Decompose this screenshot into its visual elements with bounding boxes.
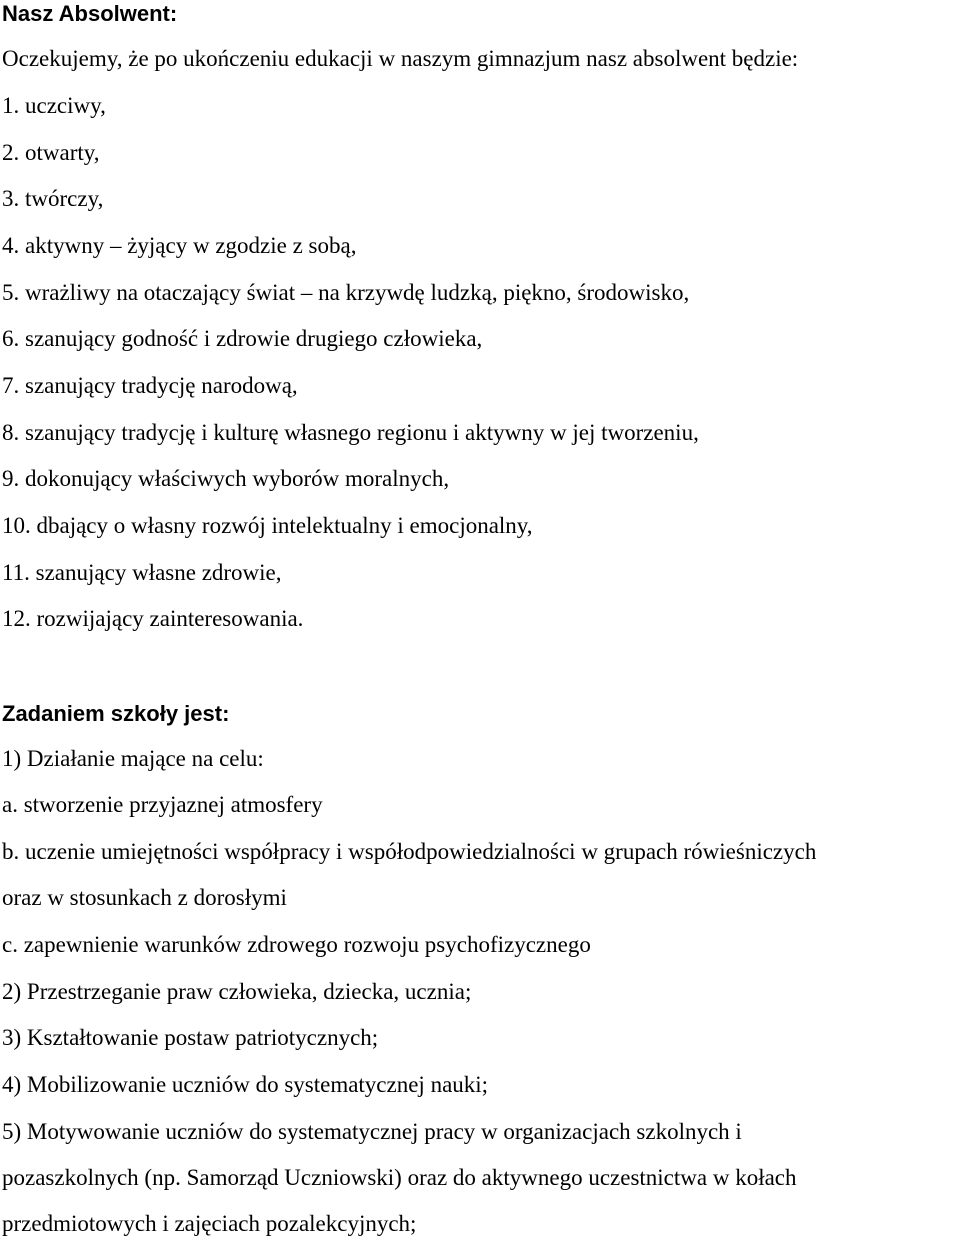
list-item: 11. szanujący własne zdrowie, xyxy=(2,560,282,585)
list-item: pozaszkolnych (np. Samorząd Uczniowski) oraz do aktywnego uczestnictwa w kołach xyxy=(2,1165,797,1190)
list-item: 5) Motywowanie uczniów do systematycznej pracy w organizacjach szkolnych i xyxy=(2,1119,742,1144)
list-item: 6. szanujący godność i zdrowie drugiego człowieka, xyxy=(2,326,483,351)
list-item: 3) Kształtowanie postaw patriotycznych; xyxy=(2,1025,379,1050)
list-item: 10. dbający o własny rozwój intelektualny i emocjonalny, xyxy=(2,513,533,538)
list-item: 3. twórczy, xyxy=(2,186,104,211)
list-item: 4. aktywny – żyjący w zgodzie z sobą, xyxy=(2,233,357,258)
list-item: 5. wrażliwy na otaczający świat – na krzywdę ludzką, piękno, środowisko, xyxy=(2,280,690,305)
list-item: 9. dokonujący właściwych wyborów moralnych, xyxy=(2,466,450,491)
heading-zadaniem-szkoly: Zadaniem szkoły jest: xyxy=(2,701,230,726)
intro-text: Oczekujemy, że po ukończeniu edukacji w naszym gimnazjum nasz absolwent będzie: xyxy=(2,46,799,71)
list-item: 4) Mobilizowanie uczniów do systematycznej nauki; xyxy=(2,1072,489,1097)
list-item: 2. otwarty, xyxy=(2,140,100,165)
list-item: 1) Działanie mające na celu: xyxy=(2,746,264,771)
heading-nasz-absolwent: Nasz Absolwent: xyxy=(2,1,178,26)
list-item: 7. szanujący tradycję narodową, xyxy=(2,373,298,398)
list-item: 2) Przestrzeganie praw człowieka, dziecka, ucznia; xyxy=(2,979,472,1004)
list-item: przedmiotowych i zajęciach pozalekcyjnych; xyxy=(2,1211,417,1236)
list-item: c. zapewnienie warunków zdrowego rozwoju psychofizycznego xyxy=(2,932,591,957)
list-item: 1. uczciwy, xyxy=(2,93,106,118)
list-item: 12. rozwijający zainteresowania. xyxy=(2,606,304,631)
list-item: oraz w stosunkach z dorosłymi xyxy=(2,885,287,910)
list-item: b. uczenie umiejętności współpracy i współodpowiedzialności w grupach rówieśniczych xyxy=(2,839,817,864)
list-item: 8. szanujący tradycję i kulturę własnego regionu i aktywny w jej tworzeniu, xyxy=(2,420,699,445)
list-item: a. stworzenie przyjaznej atmosfery xyxy=(2,792,323,817)
